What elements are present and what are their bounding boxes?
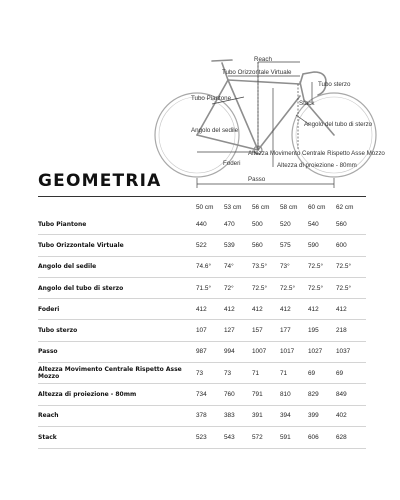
value-cell: 177 bbox=[280, 320, 308, 341]
value-cell: 412 bbox=[280, 299, 308, 320]
value-cell: 72.5° bbox=[308, 277, 336, 298]
value-cell: 157 bbox=[252, 320, 280, 341]
row-label: Tubo sterzo bbox=[38, 320, 196, 341]
value-cell: 470 bbox=[224, 220, 235, 228]
row-label: Tubo Piantone bbox=[38, 220, 87, 228]
table-row bbox=[38, 426, 366, 447]
value-cell: 560 bbox=[336, 220, 347, 228]
value-cell: 1017 bbox=[280, 341, 308, 362]
page-title: GEOMETRIA bbox=[38, 171, 162, 191]
value-cell: 849 bbox=[336, 384, 366, 405]
value-cell: 606 bbox=[308, 426, 336, 447]
value-cell: 71 bbox=[280, 363, 308, 384]
value-cell: 572 bbox=[252, 426, 280, 447]
value-cell: 72.5° bbox=[336, 277, 366, 298]
value-cell: 500 bbox=[252, 220, 263, 228]
value-cell: 575 bbox=[280, 235, 308, 256]
value-cell: 523 bbox=[196, 426, 224, 447]
row-label: Stack bbox=[38, 426, 196, 447]
value-cell: 994 bbox=[224, 341, 252, 362]
row-label: Reach bbox=[38, 405, 196, 426]
value-cell: 412 bbox=[224, 299, 252, 320]
value-cell: 734 bbox=[196, 384, 224, 405]
value-cell: 522 bbox=[196, 235, 224, 256]
value-cell: 394 bbox=[280, 405, 308, 426]
value-cell: 378 bbox=[196, 405, 224, 426]
value-cell: 195 bbox=[308, 320, 336, 341]
size-header: 50 cm bbox=[196, 203, 214, 211]
value-cell: 539 bbox=[224, 235, 252, 256]
value-cell: 810 bbox=[280, 384, 308, 405]
value-cell: 73° bbox=[280, 256, 308, 277]
label-top-tube: Tubo Orizzontale Virtuale bbox=[222, 69, 292, 76]
table-row bbox=[38, 341, 366, 362]
value-cell: 600 bbox=[336, 235, 366, 256]
label-seat-angle: Angolo del sedile bbox=[191, 127, 239, 134]
value-cell: 74.6° bbox=[196, 256, 224, 277]
label-fork: Foderi bbox=[223, 160, 241, 167]
value-cell: 69 bbox=[308, 363, 336, 384]
value-cell: 540 bbox=[308, 220, 319, 228]
value-cell: 127 bbox=[224, 320, 252, 341]
value-cell: 1037 bbox=[336, 341, 366, 362]
value-cell: 71 bbox=[252, 363, 280, 384]
value-cell: 412 bbox=[336, 299, 366, 320]
table-row bbox=[38, 405, 366, 426]
value-cell: 760 bbox=[224, 384, 252, 405]
value-cell: 73.5° bbox=[252, 256, 280, 277]
value-cell: 520 bbox=[280, 220, 291, 228]
row-label: Angolo del tubo di sterzo bbox=[38, 277, 196, 298]
value-cell: 107 bbox=[196, 320, 224, 341]
value-cell: 412 bbox=[308, 299, 336, 320]
value-cell: 72.5° bbox=[280, 277, 308, 298]
value-cell: 543 bbox=[224, 426, 252, 447]
value-cell: 402 bbox=[336, 405, 366, 426]
value-cell: 829 bbox=[308, 384, 336, 405]
table-row bbox=[38, 235, 366, 256]
value-cell: 72.5° bbox=[252, 277, 280, 298]
table-row bbox=[38, 299, 366, 320]
label-stack: Stack bbox=[299, 100, 315, 107]
value-cell: 71.5° bbox=[196, 277, 224, 298]
value-cell: 74° bbox=[224, 256, 252, 277]
size-header: 53 cm bbox=[224, 203, 242, 211]
value-cell: 590 bbox=[308, 235, 336, 256]
header-label-cell bbox=[38, 200, 196, 214]
size-header: 56 cm bbox=[252, 203, 270, 211]
label-bb-drop: Altezza Movimento Centrale Rispetto Asse Mozzo bbox=[248, 150, 385, 157]
table-row bbox=[38, 214, 366, 235]
label-seat-tube: Tubo Piantone bbox=[191, 95, 232, 102]
label-wheelbase: Passo bbox=[248, 176, 266, 183]
value-cell: 391 bbox=[252, 405, 280, 426]
geometry-table bbox=[38, 200, 366, 447]
table-row bbox=[38, 320, 366, 341]
value-cell: 399 bbox=[308, 405, 336, 426]
value-cell: 72.5° bbox=[308, 256, 336, 277]
table-header-row bbox=[38, 200, 366, 214]
value-cell: 987 bbox=[196, 341, 224, 362]
row-label: Altezza di proiezione - 80mm bbox=[38, 384, 196, 405]
table-row bbox=[38, 277, 366, 298]
row-label: Foderi bbox=[38, 299, 196, 320]
label-head-angle: Angolo del tubo di sterzo bbox=[304, 121, 373, 128]
bike-geometry-diagram bbox=[0, 0, 400, 192]
value-cell: 591 bbox=[280, 426, 308, 447]
row-label: Tubo Orizzontale Virtuale bbox=[38, 235, 196, 256]
size-header: 62 cm bbox=[336, 203, 354, 211]
value-cell: 383 bbox=[224, 405, 252, 426]
table-top-rule bbox=[38, 196, 366, 197]
label-reach: Reach bbox=[254, 56, 272, 63]
value-cell: 1027 bbox=[308, 341, 336, 362]
row-label: Altezza Movimento Centrale Rispetto Asse Mozzo bbox=[38, 363, 196, 384]
value-cell: 560 bbox=[252, 235, 280, 256]
value-cell: 69 bbox=[336, 363, 366, 384]
value-cell: 73 bbox=[196, 363, 224, 384]
value-cell: 73 bbox=[224, 363, 252, 384]
label-head-tube: Tubo sterzo bbox=[318, 81, 351, 88]
value-cell: 72° bbox=[224, 277, 252, 298]
value-cell: 412 bbox=[252, 299, 280, 320]
row-label: Passo bbox=[38, 341, 196, 362]
table-body bbox=[38, 214, 366, 447]
table-row bbox=[38, 384, 366, 405]
value-cell: 218 bbox=[336, 320, 366, 341]
value-cell: 412 bbox=[196, 299, 224, 320]
table-bottom-rule bbox=[38, 448, 366, 449]
value-cell: 791 bbox=[252, 384, 280, 405]
row-label: Angolo del sedile bbox=[38, 256, 196, 277]
size-header: 58 cm bbox=[280, 203, 298, 211]
value-cell: 628 bbox=[336, 426, 366, 447]
label-stand-over: Altezza di proiezione - 80mm bbox=[277, 162, 357, 169]
table-row bbox=[38, 363, 366, 384]
value-cell: 440 bbox=[196, 220, 207, 228]
value-cell: 72.5° bbox=[336, 256, 366, 277]
value-cell: 1007 bbox=[252, 341, 280, 362]
size-header: 60 cm bbox=[308, 203, 326, 211]
table-row bbox=[38, 256, 366, 277]
